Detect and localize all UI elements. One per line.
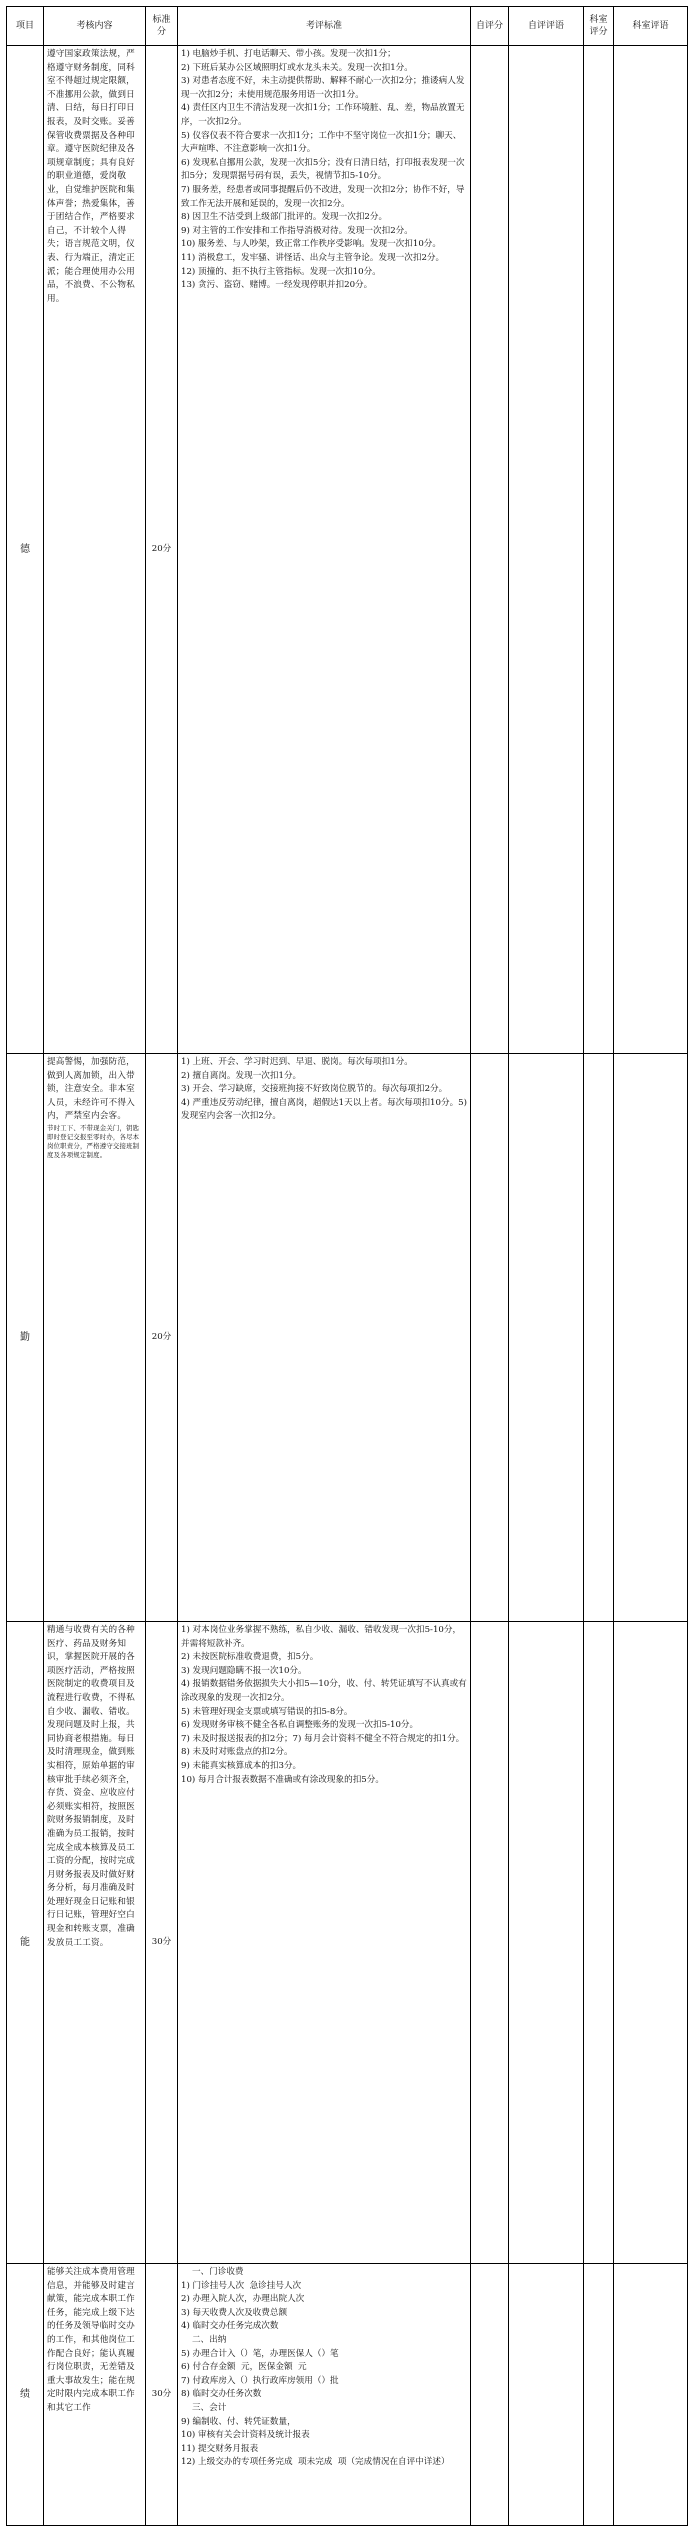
content-text: 遵守国家政策法规，严格遵守财务制度，同科室不得超过规定限额，不准挪用公款，做到日清、日结，每日打印日报表，及时交账。妥善保管收费票据及各种印章。遵守医院纪律及各项规章制度；具有良好的职业道德，爱岗敬业，自觉维护医院和集体声誉；热爱集体，善于团结合作，严格要求自己，不计较个人得失；语言规范文明，仪表、行为端正，清定正派；能合理使用办公用品，不浪费、不公物私用。	[47, 49, 135, 304]
dept-score-cell	[584, 46, 614, 1054]
dept-score-cell	[584, 1622, 614, 2264]
criteria-line: 6) 发现财务审核不健全各私自调整账务的发现一次扣5-10分。	[181, 1720, 419, 1731]
criteria-line: 1) 门诊挂号人次 急诊挂号人次	[181, 2280, 302, 2291]
self-score-cell	[471, 1622, 509, 2264]
content-text: 提高警惕，加强防范，做到人离加锁，出入带锁，注意安全。非本室人员，未经许可不得入内，严禁室内会客。	[47, 1057, 135, 1122]
criteria-line: 4) 临时交办任务完成次数	[181, 2321, 279, 2332]
content-cell	[44, 1622, 146, 2264]
criteria-line: 9) 未能真实核算成本的扣3分。	[181, 1760, 302, 1771]
criteria-line: 3) 对患者态度不好，未主动提供帮助、解释不耐心一次扣2分；推诿病人发现一次扣2分；未使用规范服务用语一次扣1分。	[181, 76, 465, 100]
dept-score-cell	[584, 2264, 614, 2526]
item-cell: 德	[7, 46, 44, 1054]
criteria-line: 10) 每月合计报表数据不准确或有涂改现象的扣5分。	[181, 1774, 384, 1785]
criteria-line: 3) 开会、学习缺席，交接班拘接不好致岗位脱节的。每次每项扣2分。	[181, 1084, 448, 1095]
self-comment-cell	[509, 2264, 584, 2526]
self-comment-cell	[509, 1054, 584, 1622]
header-dept-score: 科室评分	[584, 7, 614, 46]
header-self-comment: 自评评语	[509, 7, 584, 46]
self-comment-cell	[509, 46, 584, 1054]
item-cell: 能	[7, 1622, 44, 2264]
content-cell	[44, 2264, 146, 2526]
item-cell: 勤	[7, 1054, 44, 1622]
dept-score-cell	[584, 1054, 614, 1622]
self-score-cell	[471, 46, 509, 1054]
criteria-line: 1) 对本岗位业务掌握不熟练，私自少收、漏收、错收发现一次扣5-10分，并需将短款补齐。	[181, 1625, 462, 1649]
dept-comment-cell	[614, 2264, 688, 2526]
content-cell	[44, 46, 146, 1054]
criteria-line: 7) 付政库房入（）执行政库房领用（）批	[181, 2375, 339, 2386]
assessment-table	[6, 6, 688, 2526]
criteria-line: 二、出纳	[181, 2334, 227, 2345]
self-score-cell	[471, 2264, 509, 2526]
criteria-line: 1) 电脑炒手机、打电话聊天、带小孩。发现一次扣1分；	[181, 49, 396, 59]
criteria-line: 4) 报销数据错务依据损失大小扣5—10分，收、付、转凭证填写不认真或有涂改现象的发现一次扣2分。	[181, 1679, 467, 1703]
row-neng	[7, 1622, 688, 2264]
row-de	[7, 46, 688, 1054]
criteria-cell	[178, 46, 471, 1054]
standard-cell: 30分	[146, 2264, 178, 2526]
criteria-line: 4) 责任区内卫生不清洁发现一次扣1分；工作环境脏、乱、差，物品放置无序，一次扣2分。	[181, 103, 465, 127]
content-text: 能够关注成本费用管理信息，并能够及时建言献策，能完成本职工作任务，能完成上级下达的任务及领导临时交办的工作，和其他岗位工作配合良好；能认真履行岗位职责，无差错及重大事故发生；能在规定时限内完成本职工作和其它工作	[47, 2267, 135, 2413]
header-self-score: 自评分	[471, 7, 509, 46]
self-score-cell	[471, 1054, 509, 1622]
header-row	[7, 7, 688, 46]
criteria-line: 2) 办理入院人次，办理出院人次	[181, 2294, 305, 2305]
header-dept-comment: 科室评语	[614, 7, 688, 46]
criteria-line: 1) 上班、开会、学习时迟到、早退、脱岗。每次每项扣1分。	[181, 1057, 413, 1067]
header-content: 考核内容	[44, 7, 146, 46]
criteria-line: 7) 未及时报送报表的扣2分；7) 每月会计资料不健全不符合规定的扣1分。	[181, 1733, 465, 1744]
dept-comment-cell	[614, 1622, 688, 2264]
header-standard: 标准分	[146, 7, 178, 46]
criteria-line: 3) 每天收费人次及收费总额	[181, 2307, 288, 2318]
self-comment-cell	[509, 1622, 584, 2264]
criteria-line: 3) 发现问题隐瞒不报一次10分。	[181, 1665, 307, 1676]
criteria-line: 9) 对主管的工作安排和工作指导消极对待。发现一次扣2分。	[181, 225, 413, 236]
standard-cell: 30分	[146, 1622, 178, 2264]
standard-cell: 20分	[146, 1054, 178, 1622]
criteria-line: 5) 未管理好现金支票或填写错误的扣5-8分。	[181, 1706, 353, 1717]
criteria-line: 12) 上级交办的专项任务完成 项未完成 项（完成情况在自评中详述）	[181, 2457, 450, 2468]
criteria-line: 5) 办理合计入（）笔，办理医保人（）笔	[181, 2348, 339, 2359]
criteria-line: 11) 消极怠工，发牢骚、讲怪话、出众与主管争论。发现一次扣2分。	[181, 252, 445, 263]
criteria-line: 13) 贪污、盗窃、赌博。一经发现停职并扣20分。	[181, 280, 373, 291]
standard-cell: 20分	[146, 46, 178, 1054]
criteria-line: 4) 严重违反劳动纪律，擅自离岗，超假达1天以上者。每次每项扣10分。5) 发现室内会客一次扣2分。	[181, 1097, 470, 1122]
content-text: 精通与收费有关的各种医疗、药品及财务知识，掌握医院开展的各项医疗活动，严格按照医院制定的收费项目及流程进行收费，不得私自少收、漏收、错收。发现问题及时上报，共同协商老根措施。每日及时清理现金，做到账实相符，原始单据的审核审批手续必须齐全，存货、资金、应收应付必须账实相符，按照医院财务报销制度，及时准确为员工报销，按时完成全成本核算及员工工资的分配，按时完成月财务报表及时做好财务分析，每月准确及时处理好现金日记账和银行日记账，管理好空白现金和转账支票，准确发放员工工资。	[47, 1625, 135, 1948]
criteria-line: 11) 提交财务月报表	[181, 2443, 259, 2454]
header-item: 项目	[7, 7, 44, 46]
criteria-line: 2) 下班后某办公区域照明灯或水龙头未关。发现一次扣1分。	[181, 62, 413, 73]
criteria-line: 5) 仪容仪表不符合要求一次扣1分；工作中不坚守岗位一次扣1分；聊天、大声喧哗、不注意影响一次扣1分。	[181, 130, 462, 155]
criteria-line: 8) 因卫生不洁受到上级部门批评的。发现一次扣2分。	[181, 212, 388, 223]
criteria-cell	[178, 2264, 471, 2526]
criteria-cell	[178, 1054, 471, 1622]
criteria-line: 2) 擅自离岗。发现一次扣1分。	[181, 1070, 302, 1081]
row-ji	[7, 2264, 688, 2526]
criteria-line: 9) 编制收、付、转凭证数量，	[181, 2416, 296, 2427]
dept-comment-cell	[614, 46, 688, 1054]
criteria-line: 7) 服务差，经患者或同事提醒后仍不改进，发现一次扣2分；协作不好，导致工作无法开展和延误的，发现一次扣2分。	[181, 184, 465, 209]
criteria-cell	[178, 1622, 471, 2264]
criteria-line: 10) 审核有关会计资料及统计报表	[181, 2430, 310, 2441]
criteria-line: 6) 发现私自挪用公款，发现一次扣5分；没有日清日结，打印报表发现一次扣5分；发现票据号码有误，丢失，视情节扣5-10分。	[181, 157, 465, 182]
header-criteria: 考评标准	[178, 7, 471, 46]
content-cell	[44, 1054, 146, 1622]
criteria-line: 2) 未按医院标准收费退费，扣5分。	[181, 1652, 319, 1663]
item-cell: 绩	[7, 2264, 44, 2526]
row-qin	[7, 1054, 688, 1622]
criteria-line: 8) 临时交办任务次数	[181, 2389, 262, 2400]
criteria-line: 12) 顶撞的、拒不执行主管指标。发现一次扣10分。	[181, 266, 381, 277]
criteria-line: 三、会计	[181, 2402, 227, 2413]
dept-comment-cell	[614, 1054, 688, 1622]
criteria-line: 8) 未及时对账盘点的扣2分。	[181, 1747, 293, 1758]
criteria-line: 6) 付合存金额 元，医保金额 元	[181, 2362, 307, 2373]
criteria-line: 一、门诊收费	[181, 2267, 244, 2277]
content-note: 节时工下、不带现金关门，钥匙即时登记交报至零时办，各尽本岗位职责分，严格遵守交接班制度及各项规定制度。	[47, 1123, 140, 1159]
criteria-line: 10) 服务差、与人吵架，致正常工作秩序受影响。发现一次扣10分。	[181, 239, 441, 250]
